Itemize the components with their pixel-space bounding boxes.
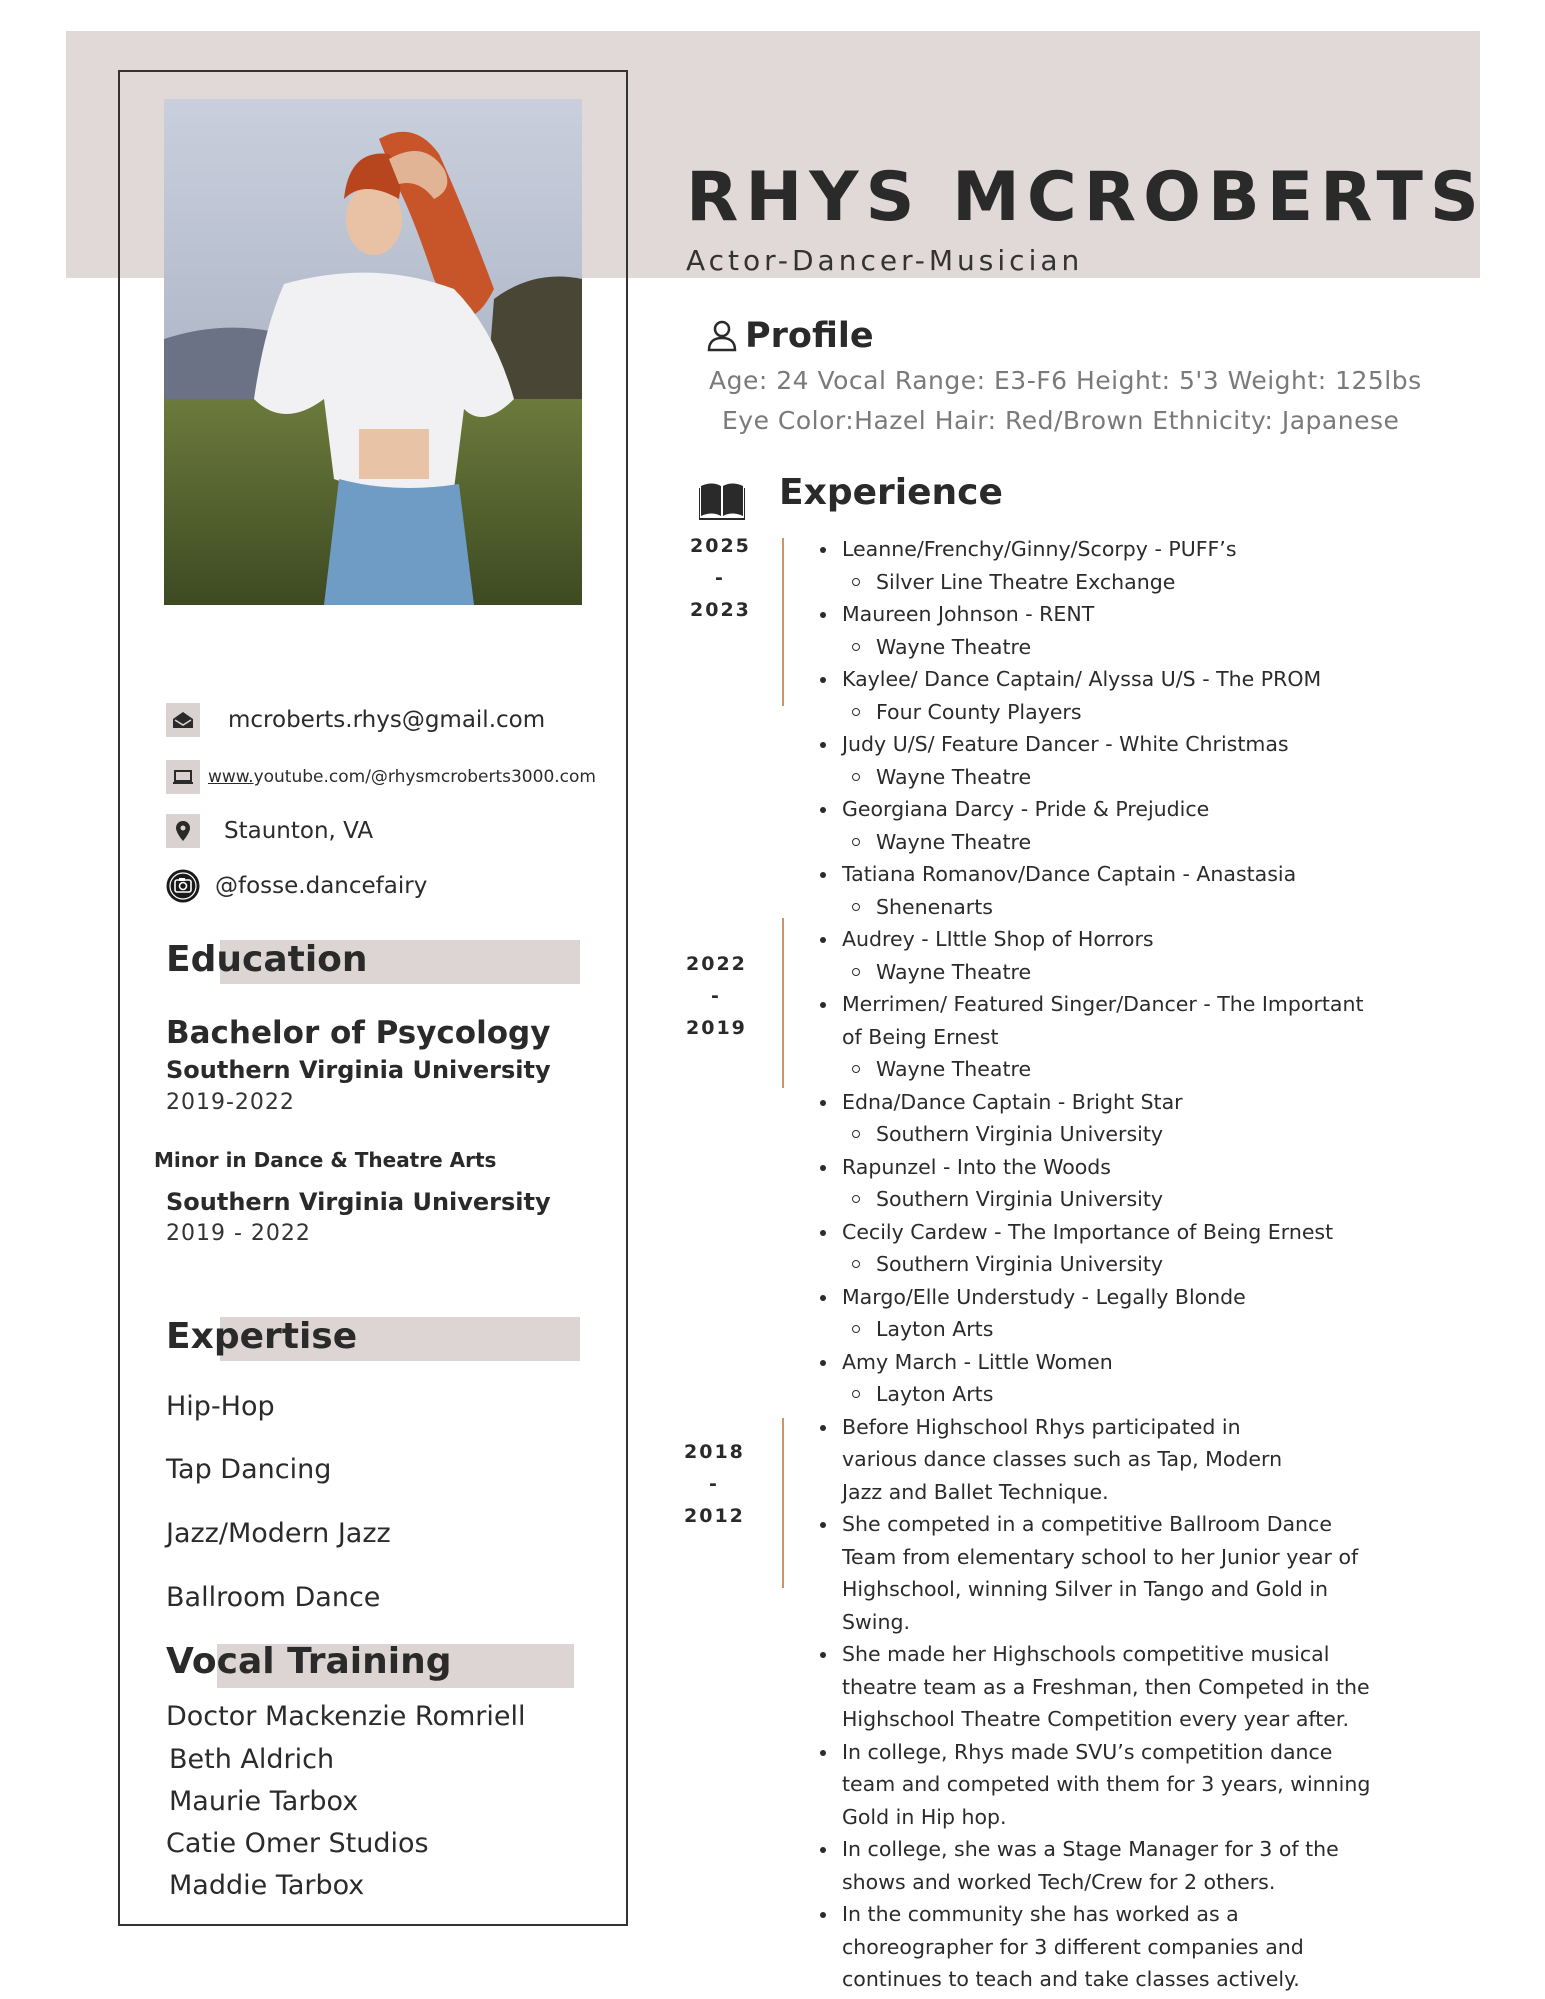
youtube-rest[interactable]: youtube.com/@rhysmcroberts3000.com xyxy=(253,767,596,787)
person-icon xyxy=(707,320,737,352)
period-dash: - xyxy=(711,985,721,1007)
candidate-name: RHYS MCROBERTS xyxy=(686,158,1486,237)
expertise-item: Tap Dancing xyxy=(166,1454,332,1485)
period-end: 2019 xyxy=(686,1017,747,1039)
venue-item: Wayne Theatre xyxy=(794,631,1394,664)
venue-item: Southern Virginia University xyxy=(794,1248,1394,1281)
venue-item: Silver Line Theatre Exchange xyxy=(794,566,1394,599)
vocal-teacher: Maddie Tarbox xyxy=(169,1870,365,1901)
venue-item: Southern Virginia University xyxy=(794,1118,1394,1151)
experience-list xyxy=(794,533,1394,1996)
venue-item: Layton Arts xyxy=(794,1378,1394,1411)
role-item: Edna/Dance Captain - Bright Star xyxy=(794,1086,1394,1119)
vocal-teacher: Catie Omer Studios xyxy=(166,1828,429,1859)
education-school-2: Southern Virginia University xyxy=(166,1188,551,1216)
experience-heading: Experience xyxy=(779,472,1003,513)
education-school-1: Southern Virginia University xyxy=(166,1056,551,1084)
background-note: In college, she was a Stage Manager for 3 of the shows and worked Tech/Crew for 2 others. xyxy=(794,1833,1342,1898)
period-2025-2023 xyxy=(690,530,750,626)
vocal-teacher: Doctor Mackenzie Romriell xyxy=(166,1701,526,1732)
role-item: Margo/Elle Understudy - Legally Blonde xyxy=(794,1281,1394,1314)
vocal-teacher: Maurie Tarbox xyxy=(169,1786,359,1817)
camera-icon xyxy=(166,869,200,903)
background-note: In the community she has worked as a choreographer for 3 different companies and continues to teach and take classes actively. xyxy=(794,1898,1342,1996)
background-note: In college, Rhys made SVU’s competition dance team and competed with them for 3 years, winning Gold in Hip hop. xyxy=(794,1736,1372,1834)
profile-title: Profile xyxy=(745,316,874,356)
role-item: Merrimen/ Featured Singer/Dancer - The Important of Being Ernest xyxy=(794,988,1382,1053)
timeline-line xyxy=(782,1418,784,1588)
education-years-1: 2019-2022 xyxy=(166,1090,295,1115)
venue-item: Wayne Theatre xyxy=(794,956,1394,989)
envelope-icon xyxy=(166,703,200,737)
role-item: Georgiana Darcy - Pride & Prejudice xyxy=(794,793,1394,826)
timeline-line xyxy=(782,918,784,1088)
role-item: Amy March - Little Women xyxy=(794,1346,1394,1379)
period-start: 2018 xyxy=(684,1441,745,1463)
location-text: Staunton, VA xyxy=(224,818,374,844)
education-heading: Education xyxy=(166,939,368,980)
expertise-item: Jazz/Modern Jazz xyxy=(166,1518,391,1549)
venue-item: Wayne Theatre xyxy=(794,1053,1394,1086)
venue-item: Wayne Theatre xyxy=(794,761,1394,794)
email-text[interactable]: mcroberts.rhys@gmail.com xyxy=(228,707,546,733)
expertise-item: Hip-Hop xyxy=(166,1391,275,1422)
period-end: 2012 xyxy=(684,1505,745,1527)
profile-photo xyxy=(164,99,582,605)
profile-stats-line-1: Age: 24 Vocal Range: E3-F6 Height: 5'3 Weight: 125lbs xyxy=(709,366,1422,395)
expertise-item: Ballroom Dance xyxy=(166,1582,381,1613)
venue-item: Southern Virginia University xyxy=(794,1183,1394,1216)
vocal-heading: Vocal Training xyxy=(166,1641,452,1682)
role-item: Leanne/Frenchy/Ginny/Scorpy - PUFF’s xyxy=(794,533,1394,566)
laptop-icon xyxy=(166,760,200,794)
role-item: Rapunzel - Into the Woods xyxy=(794,1151,1394,1184)
contact-youtube[interactable] xyxy=(166,760,596,794)
contact-instagram[interactable] xyxy=(166,869,427,903)
period-start: 2025 xyxy=(690,535,751,557)
profile-heading xyxy=(707,316,874,356)
profile-stats-line-2: Eye Color:Hazel Hair: Red/Brown Ethnicity: Japanese xyxy=(722,406,1400,435)
minor-title: Minor in Dance & Theatre Arts xyxy=(154,1148,497,1172)
period-dash: - xyxy=(709,1473,719,1495)
timeline-line xyxy=(782,538,784,706)
degree-title: Bachelor of Psycology xyxy=(166,1015,551,1051)
role-item: Audrey - LIttle Shop of Horrors xyxy=(794,923,1394,956)
book-icon xyxy=(699,480,745,524)
period-2022-2019 xyxy=(686,948,746,1044)
period-start: 2022 xyxy=(686,953,747,975)
period-2018-2012 xyxy=(684,1436,744,1532)
role-item: Tatiana Romanov/Dance Captain - Anastasia xyxy=(794,858,1394,891)
background-note: She competed in a competitive Ballroom Dance Team from elementary school to her Junior year of Highschool, winning Silver in Tango and Gold in Swing. xyxy=(794,1508,1372,1638)
role-item: Maureen Johnson - RENT xyxy=(794,598,1394,631)
map-pin-icon xyxy=(166,814,200,848)
period-dash: - xyxy=(715,567,725,589)
expertise-heading: Expertise xyxy=(166,1316,358,1357)
background-note: Before Highschool Rhys participated in various dance classes such as Tap, Modern Jazz and Ballet Technique. xyxy=(794,1411,1322,1509)
role-item: Kaylee/ Dance Captain/ Alyssa U/S - The PROM xyxy=(794,663,1394,696)
education-years-2: 2019 - 2022 xyxy=(166,1221,311,1246)
youtube-link[interactable] xyxy=(208,767,596,787)
role-item: Cecily Cardew - The Importance of Being Ernest xyxy=(794,1216,1394,1249)
vocal-teacher: Beth Aldrich xyxy=(169,1744,335,1775)
venue-item: Four County Players xyxy=(794,696,1394,729)
contact-email[interactable] xyxy=(166,703,545,737)
instagram-handle[interactable]: @fosse.dancefairy xyxy=(215,873,428,899)
youtube-prefix[interactable]: www. xyxy=(208,767,254,787)
candidate-tagline: Actor-Dancer-Musician xyxy=(686,244,1084,277)
venue-item: Layton Arts xyxy=(794,1313,1394,1346)
background-note: She made her Highschools competitive musical theatre team as a Freshman, then Competed in the Highschool Theatre Competition every year after. xyxy=(794,1638,1372,1736)
contact-location xyxy=(166,814,373,848)
venue-item: Wayne Theatre xyxy=(794,826,1394,859)
period-end: 2023 xyxy=(690,599,751,621)
role-item: Judy U/S/ Feature Dancer - White Christmas xyxy=(794,728,1394,761)
venue-item: Shenenarts xyxy=(794,891,1394,924)
